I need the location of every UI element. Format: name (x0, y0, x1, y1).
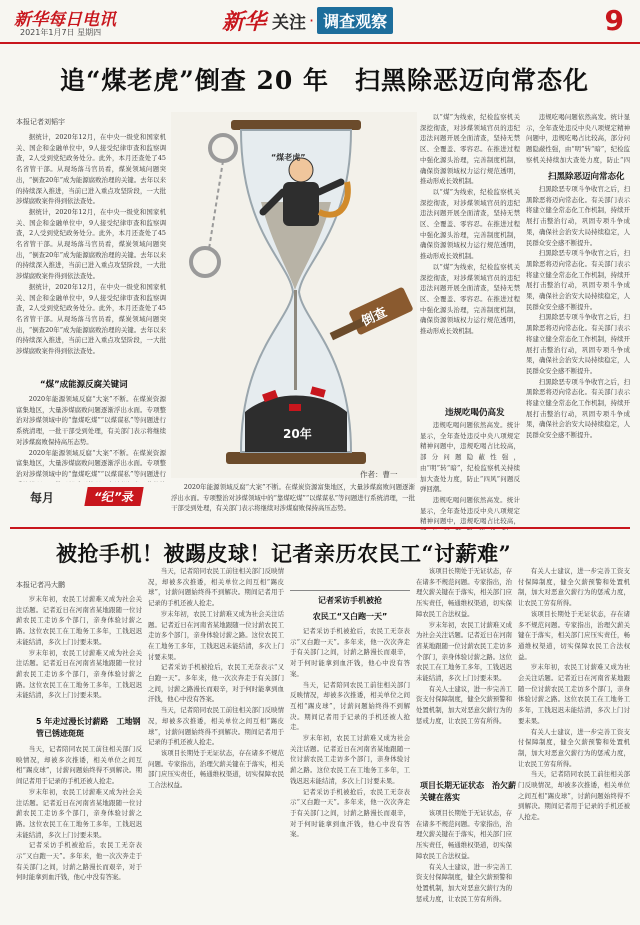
article2-column-4b (416, 808, 512, 918)
article2-col3-text-repeat: 当天，记者陪同农民工前往相关部门反映情况，却被多次推诿，相关单位之间互相“踢皮球”，讨薪问题始终得不到解决。期间记者用于记录的手机还被人抢走。 (290, 680, 410, 732)
hourglass-coal-pile (245, 396, 347, 453)
article2-col3-text: 记者采访手机被抢后，农民工无奈表示“又白跑一天”。多年来，他一次次奔走于有关部门之间，讨薪之路漫长而艰辛，对于何时能拿到血汗钱，他心中没有答案。 (290, 627, 410, 678)
article1-col1-text-repeat-2: 据统计，2020年12月，在中央一级党和国家机关、国企和金融单位中，9人接受纪律审查和监察调查，2人受到党纪政务处分。此外，本月还查处了45名省管干部。从现场落马官员看，煤炭领域问题突出，“倒查20年”成为能源腐败治理的关键。去年以来的持续深入推进，当前已进入重点攻坚阶段，一大批涉煤腐败案件得到依法查处。 (16, 282, 166, 356)
monthly-record-banner (12, 486, 162, 506)
article1-subhead-1: “煤”成能源反腐关键词 (40, 380, 128, 390)
coal-tiger-label: “煤老虎” (271, 153, 306, 162)
section-name: 关注 (272, 12, 307, 33)
article2-col1b-text-repeat-2: 记者采访手机被抢后，农民工无奈表示“又白跑一天”。多年来，他一次次奔走于有关部门之间，讨薪之路漫长而艰辛，对于何时能拿到血汗钱，他心中没有答案。 (16, 841, 142, 882)
article1-col5-text-repeat: 扫黑除恶专项斗争收官之后，扫黑除恶将迈向常态化。有关部门表示将建立健全常态化工作机制，持续开展打击整治行动，巩固专项斗争成果，确保社会治安大局持续稳定，人民群众安全感不断提升。 (526, 249, 630, 311)
article1-col2-text: 2020年能源领域反腐“大案”不断。在煤炭资源富集地区，大量涉煤腐败问题逐渐浮出水面。专项整治对涉煤领域中的“靠煤吃煤”“以煤谋私”等问题进行系统清理，一批干部受到处理，有关部门表示将继续对涉煤腐败保持高压态势。 (16, 395, 166, 446)
article2-subhead-2: 项目长期无证状态 治欠薪关键在落实 (420, 781, 516, 802)
article2-column-1 (16, 594, 142, 714)
article2-col2-text-repeat-3: 当天，记者陪同农民工前往相关部门反映情况，却被多次推诿，相关单位之间互相“踢皮球”，讨薪问题始终得不到解决。期间记者用于记录的手机还被人抢走。 (148, 706, 284, 747)
article2-col2-text-repeat-2: 记者采访手机被抢后，农民工无奈表示“又白跑一天”。多年来，他一次次奔走于有关部门之间，讨薪之路漫长而艰辛，对于何时能拿到血汗钱，他心中没有答案。 (148, 663, 284, 704)
article1-col3-text-repeat-2: 以“煤”为线索，纪检监察机关深挖彻查，对涉煤领域官员的违纪违法问题开展全面清查，坚持无禁区、全覆盖、零容忍。在推进过程中强化源头治理，完善制度机制，确保资源领域权力运行规范透明，推动形成长效机制。 (420, 262, 520, 336)
article1-col4-text-repeat: 违规吃喝问题依然高发。统计显示，全年查处违反中央八项规定精神问题中，违规吃喝占比较高， (420, 495, 520, 526)
article2-col3-text-repeat-2: 岁末年初，农民工讨薪难又成为社会关注话题。记者近日在河南省某地跟随一位讨薪农民工走访多个部门，亲身体验讨薪之路。这位农民工在工地务工多年，工钱迟迟未能结清，多次上门讨要未果。 (290, 734, 410, 785)
article2-col5-text-repeat-3: 有关人士建议，进一步完善工资支付保障制度，健全欠薪预警和处置机制，加大对恶意欠薪行为的惩戒力度，让农民工劳有所得。 (518, 727, 630, 768)
article2-headline: 被抢手机！被踢皮球！记者亲历农民工“讨薪难” (56, 541, 512, 566)
article1-col5-text-repeat-2: 扫黑除恶专项斗争收官之后，扫黑除恶将迈向常态化。有关部门表示将建立健全常态化工作机制，持续开展打击整治行动，巩固专项斗争成果，确保社会治安大局持续稳定，人民群众安全感不断提升。 (526, 313, 630, 375)
article1-column-3 (420, 112, 520, 412)
article1-col2b-text: 2020年能源领域反腐“大案”不断。在煤炭资源富集地区，大量涉煤腐败问题逐渐浮出水面。专项整治对涉煤领域中的“靠煤吃煤”“以煤谋私”等问题进行系统清理，一批干部受到处理，有关部门表示将继续对涉煤腐败保持高压态势。 (171, 483, 415, 513)
section-subtitle: 调查观察 (317, 7, 393, 34)
article2-subhead-1: 5 年走过漫长讨薪路 工地钢管已锈迹斑斑 (36, 717, 141, 738)
article2-column-3 (290, 626, 410, 918)
article1-column-5a (526, 112, 630, 164)
article1-headline: 追“煤老虎”倒查 20 年 扫黑除恶迈向常态化 (60, 66, 589, 95)
banner-text: 每月 (30, 491, 55, 505)
official-body (283, 182, 319, 226)
hourglass-illustration (171, 112, 417, 478)
banner-tag: “纪”录 (84, 487, 143, 506)
article1-col5a-text: 违规吃喝问题依然高发。统计显示，全年查处违反中央八项规定精神问题中，违规吃喝占比较高，部分问题隐蔽性强，由“明”转“暗”，纪检监察机关持续加大查处力度，防止“四 (526, 113, 630, 164)
article2-box-title: 农民工“又白跑一天” (312, 612, 388, 621)
section-title (222, 4, 393, 36)
article1-col5-text: 扫黑除恶专项斗争收官之后，扫黑除恶将迈向常态化。有关部门表示将建立健全常态化工作机制，持续开展打击整治行动，巩固专项斗争成果，确保社会治安大局持续稳定，人民群众安全感不断提升。 (526, 185, 630, 247)
hourglass-bottom-frame (226, 452, 366, 464)
newspaper-brand: 新华每日电讯 (14, 10, 116, 30)
article2-col4b-text: 该项目长期处于无证状态，存在诸多不规范问题。专家指出，治理欠薪关键在于落实，相关部门应压实责任，畅通维权渠道，切实保障农民工合法权益。 (416, 809, 512, 860)
article2-col1-text: 岁末年初，农民工讨薪难又成为社会关注话题。记者近日在河南省某地跟随一位讨薪农民工走访多个部门，亲身体验讨薪之路。这位农民工在工地务工多年，工钱迟迟未能结清，多次上门讨要未果。 (16, 595, 142, 646)
article2-box-header (290, 595, 410, 622)
article2-column-2 (148, 566, 284, 918)
article2-col5-text-repeat-2: 岁末年初，农民工讨薪难又成为社会关注话题。记者近日在河南省某地跟随一位讨薪农民工走访多个部门，亲身体验讨薪之路。这位农民工在工地务工多年，工钱迟迟未能结清，多次上门讨要未果。 (518, 663, 630, 725)
article1-col2-text-repeat: 2020年能源领域反腐“大案”不断。在煤炭资源富集地区，大量涉煤腐败问题逐渐浮出水面。专项整治对涉煤领域中的“靠煤吃煤”“以煤谋私”等问题进行 (16, 448, 166, 478)
article1-subhead-2: 违规吃喝仍高发 (445, 408, 505, 418)
article1-column-1 (16, 132, 166, 372)
section-logo: 新华 (222, 8, 267, 35)
article2-col4-text-repeat: 岁末年初，农民工讨薪难又成为社会关注话题。记者近日在河南省某地跟随一位讨薪农民工走访多个部门，亲身体验讨薪之路。这位农民工在工地务工多年，工钱迟迟未能结清，多次上门讨要未果。 (416, 620, 512, 683)
section-divider (10, 527, 630, 529)
article1-col5-text-repeat-3: 扫黑除恶专项斗争收官之后，扫黑除恶将迈向常态化。有关部门表示将建立健全常态化工作机制，持续开展打击整治行动，巩固专项斗争成果，确保社会治安大局持续稳定，人民群众安全感不断提升。 (526, 377, 630, 440)
article2-column-5 (518, 566, 630, 918)
article1-subhead-3: 扫黑除恶迈向常态化 (548, 172, 625, 182)
illustration-caption: 作者：曹一 (360, 470, 398, 479)
article1-column-2-bottom (171, 482, 415, 530)
article2-col4-text-repeat-2: 有关人士建议，进一步完善工资支付保障制度，健全欠薪预警和处置机制，加大对恶意欠薪行为的惩戒力度，让农民工劳有所得。 (416, 684, 512, 725)
article1-byline: 本报记者刘韬宇 (16, 118, 65, 126)
article2-col4b-text-repeat: 有关人士建议，进一步完善工资支付保障制度，健全欠薪预警和处置机制，加大对恶意欠薪行为的惩戒力度，让农民工劳有所得。 (416, 862, 512, 903)
article2-col1-text-repeat: 岁末年初，农民工讨薪难又成为社会关注话题。记者近日在河南省某地跟随一位讨薪农民工走访多个部门，亲身体验讨薪之路。这位农民工在工地务工多年，工钱迟迟未能结清，多次上门讨要未果。 (16, 648, 142, 700)
article1-col1-text: 据统计，2020年12月，在中央一级党和国家机关、国企和金融单位中，9人接受纪律审查和监察调查，2人受到党纪政务处分。此外，本月还查处了45名省管干部。从现场落马官员看，煤炭领域问题突出，“倒查20年”成为能源腐败治理的关键。去年以来的持续深入推进，当前已进入重点攻坚阶段，一大批涉煤腐败案件得到依法查处。 (16, 133, 166, 206)
gavel-label: 倒查 (359, 305, 390, 330)
hourglass-top-frame (231, 120, 361, 130)
red-money-3 (289, 404, 301, 411)
article1-column-4 (420, 420, 520, 530)
article2-column-1b (16, 744, 142, 918)
article2-column-4 (416, 566, 512, 776)
article2-col2-text: 当天，记者陪同农民工前往相关部门反映情况，却被多次推诿，相关单位之间互相“踢皮球”，讨薪问题始终得不到解决。期间记者用于记录的手机还被人抢走。 (148, 567, 284, 608)
twenty-years-label: 20年 (283, 427, 312, 441)
issue-date: 2021年1月7日 星期四 (20, 28, 102, 37)
article1-col4-text: 违规吃喝问题依然高发。统计显示，全年查处违反中央八项规定精神问题中，违规吃喝占比较高，部分问题隐蔽性强，由“明”转“暗”，纪检监察机关持续加大查处力度，防止“四风”问题反弹回潮。 (420, 421, 520, 494)
article1-col1-text-repeat: 据统计，2020年12月，在中央一级党和国家机关、国企和金融单位中，9人接受纪律审查和监察调查，2人受到党纪政务处分。此外，本月还查处了45名省管干部。从现场落马官员看，煤炭领域问题突出，“倒查20年”成为能源腐败治理的关键。去年以来的持续深入推进，当前已进入重点攻坚阶段，一大批涉煤腐败案件得到依法查处。 (16, 207, 166, 281)
article1-column-1b (16, 394, 166, 482)
article2-col5-text-repeat-4: 当天，记者陪同农民工前往相关部门反映情况，却被多次推诿，相关单位之间互相“踢皮球”，讨薪问题始终得不到解决。期间记者用于记录的手机还被人抢走。 (518, 770, 630, 822)
page-number: 9 (604, 4, 624, 37)
article1-col3-text: 以“煤”为线索，纪检监察机关深挖彻查，对涉煤领域官员的违纪违法问题开展全面清查，坚持无禁区、全覆盖、零容忍。在推进过程中强化源头治理，完善制度机制，确保资源领域权力运行规范透明，推动形成长效机制。 (420, 113, 520, 186)
article2-byline: 本报记者冯大鹏 (16, 581, 65, 589)
section-separator-dot: · (309, 10, 315, 30)
box-top-rule (290, 590, 410, 591)
sand-stream (294, 290, 297, 390)
article2-col2-text-repeat-4: 该项目长期处于无证状态，存在诸多不规范问题。专家指出，治理欠薪关键在于落实，相关部门应压实责任，畅通维权渠道，切实保障农民工合法权益。 (148, 748, 284, 790)
article2-col3-text-repeat-3: 记者采访手机被抢后，农民工无奈表示“又白跑一天”。多年来，他一次次奔走于有关部门之间，讨薪之路漫长而艰辛，对于何时能拿到血汗钱，他心中没有答案。 (290, 787, 410, 839)
article1-column-5 (526, 184, 630, 530)
article2-col1b-text: 当天，记者陪同农民工前往相关部门反映情况，却被多次推诿，相关单位之间互相“踢皮球”，讨薪问题始终得不到解决。期间记者用于记录的手机还被人抢走。 (16, 745, 142, 786)
article2-col5-text: 有关人士建议，进一步完善工资支付保障制度，健全欠薪预警和处置机制，加大对恶意欠薪行为的惩戒力度，让农民工劳有所得。 (518, 567, 630, 608)
article2-box-kicker: 记者采访手机被抢 (318, 596, 382, 605)
article2-col2-text-repeat: 岁末年初，农民工讨薪难又成为社会关注话题。记者近日在河南省某地跟随一位讨薪农民工走访多个部门，亲身体验讨薪之路。这位农民工在工地务工多年，工钱迟迟未能结清，多次上门讨要未果。 (148, 609, 284, 661)
article2-col4-text: 该项目长期处于无证状态，存在诸多不规范问题。专家指出，治理欠薪关键在于落实，相关部门应压实责任，畅通维权渠道，切实保障农民工合法权益。 (416, 567, 512, 618)
article2-col5-text-repeat: 该项目长期处于无证状态，存在诸多不规范问题。专家指出，治理欠薪关键在于落实，相关部门应压实责任，畅通维权渠道，切实保障农民工合法权益。 (518, 609, 630, 661)
masthead (0, 0, 640, 44)
article1-col3-text-repeat: 以“煤”为线索，纪检监察机关深挖彻查，对涉煤领域官员的违纪违法问题开展全面清查，坚持无禁区、全覆盖、零容忍。在推进过程中强化源头治理，完善制度机制，确保资源领域权力运行规范透明，推动形成长效机制。 (420, 187, 520, 261)
article2-col1b-text-repeat: 岁末年初，农民工讨薪难又成为社会关注话题。记者近日在河南省某地跟随一位讨薪农民工走访多个部门，亲身体验讨薪之路。这位农民工在工地务工多年，工钱迟迟未能结清，多次上门讨要未果。 (16, 787, 142, 839)
